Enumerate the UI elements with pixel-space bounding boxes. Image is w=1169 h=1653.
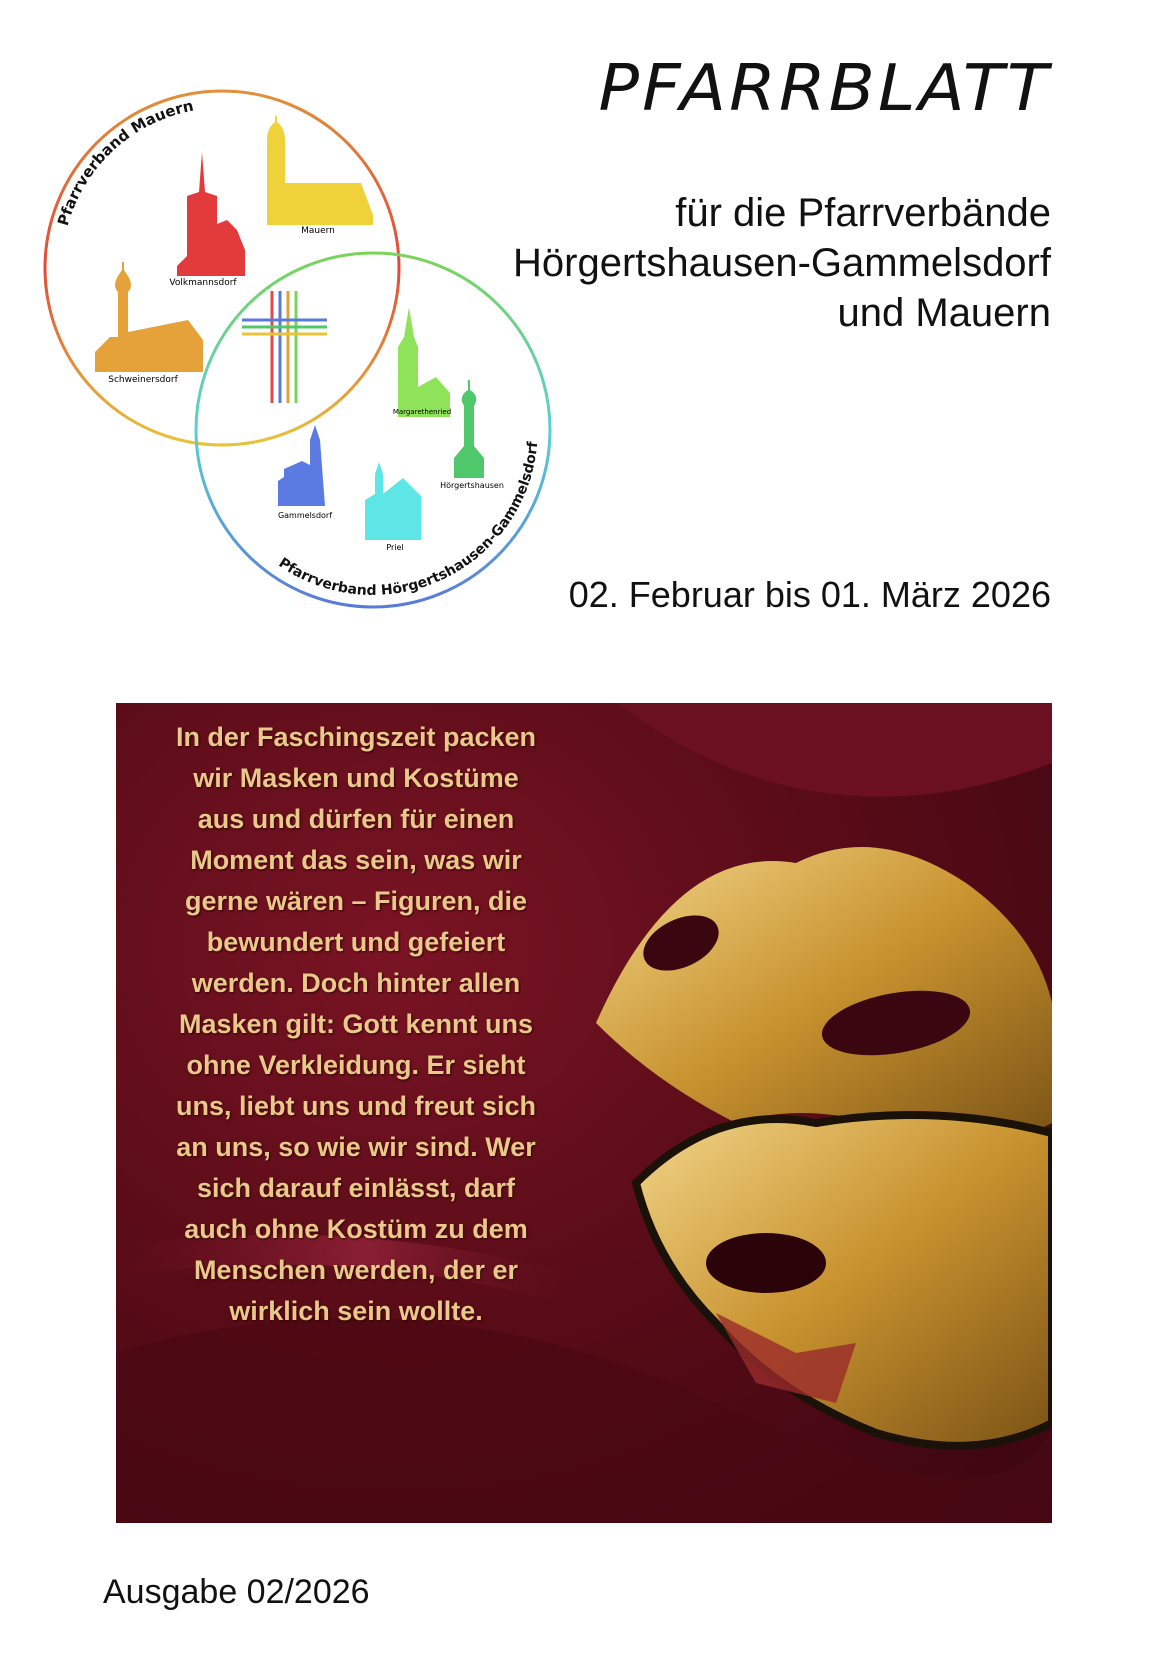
church-label: Gammelsdorf: [277, 511, 333, 520]
church-label: Priel: [386, 543, 404, 552]
church-label: Schweinersdorf: [108, 375, 178, 385]
church-gammelsdorf-icon: [278, 425, 325, 506]
quote-line: Masken gilt: Gott kennt uns: [178, 1009, 534, 1039]
subtitle: [513, 188, 1051, 338]
quote-line: auch ohne Kostüm zu dem: [184, 1214, 528, 1244]
subtitle-line: und Mauern: [837, 291, 1051, 335]
quote-line: ohne Verkleidung. Er sieht: [186, 1050, 526, 1080]
quote-line: an uns, so wie wir sind. Wer: [176, 1132, 536, 1162]
date-range: 02. Februar bis 01. März 2026: [568, 574, 1051, 615]
quote-line: wirklich sein wollte.: [229, 1296, 483, 1326]
church-priel-icon: [365, 462, 421, 540]
church-label: Volkmannsdorf: [169, 278, 237, 288]
quote-line: gerne wären – Figuren, die: [184, 886, 528, 916]
church-label: Hörgertshausen: [440, 481, 504, 490]
svg-text:Pfarrverband Mauern: [54, 97, 195, 228]
quote-line: uns, liebt uns und freut sich: [175, 1091, 537, 1121]
arc-text-mauern: Pfarrverband Mauern: [53, 96, 196, 228]
carnival-mask-image: [116, 703, 1052, 1523]
page-title: PFARRBLATT: [598, 52, 1051, 126]
church-label: Mauern: [301, 226, 335, 236]
quote-line: werden. Doch hinter allen: [191, 968, 521, 998]
subtitle-line: für die Pfarrverbände: [675, 191, 1051, 235]
church-volkmannsdorf-icon: [177, 152, 245, 276]
quote-text: [126, 717, 586, 1332]
quote-line: sich darauf einlässt, darf: [196, 1173, 516, 1203]
church-hoergertshausen-icon: [454, 380, 484, 478]
quote-line: In der Faschingszeit packen: [175, 722, 537, 752]
hoergertshausen-circle: [196, 253, 550, 607]
quote-line: bewundert und gefeiert: [206, 927, 506, 957]
church-margarethenried-icon: [398, 307, 450, 417]
quote-line: Menschen werden, der er: [193, 1255, 519, 1285]
cross-icon: [242, 291, 327, 403]
church-label: Margarethenried: [392, 408, 452, 416]
issue-number: Ausgabe 02/2026: [103, 1573, 370, 1611]
quote-line: aus und dürfen für einen: [197, 804, 515, 834]
arc-text-hoergertshausen: Pfarrverband Hörgertshausen-Gammelsdorf: [275, 440, 542, 599]
quote-line: wir Masken und Kostüme: [193, 763, 519, 793]
church-mauern-icon: [267, 116, 373, 225]
quote-line: Moment das sein, was wir: [190, 845, 522, 875]
parish-logo: [40, 80, 560, 620]
subtitle-line: Hörgertshausen-Gammelsdorf: [513, 241, 1051, 285]
